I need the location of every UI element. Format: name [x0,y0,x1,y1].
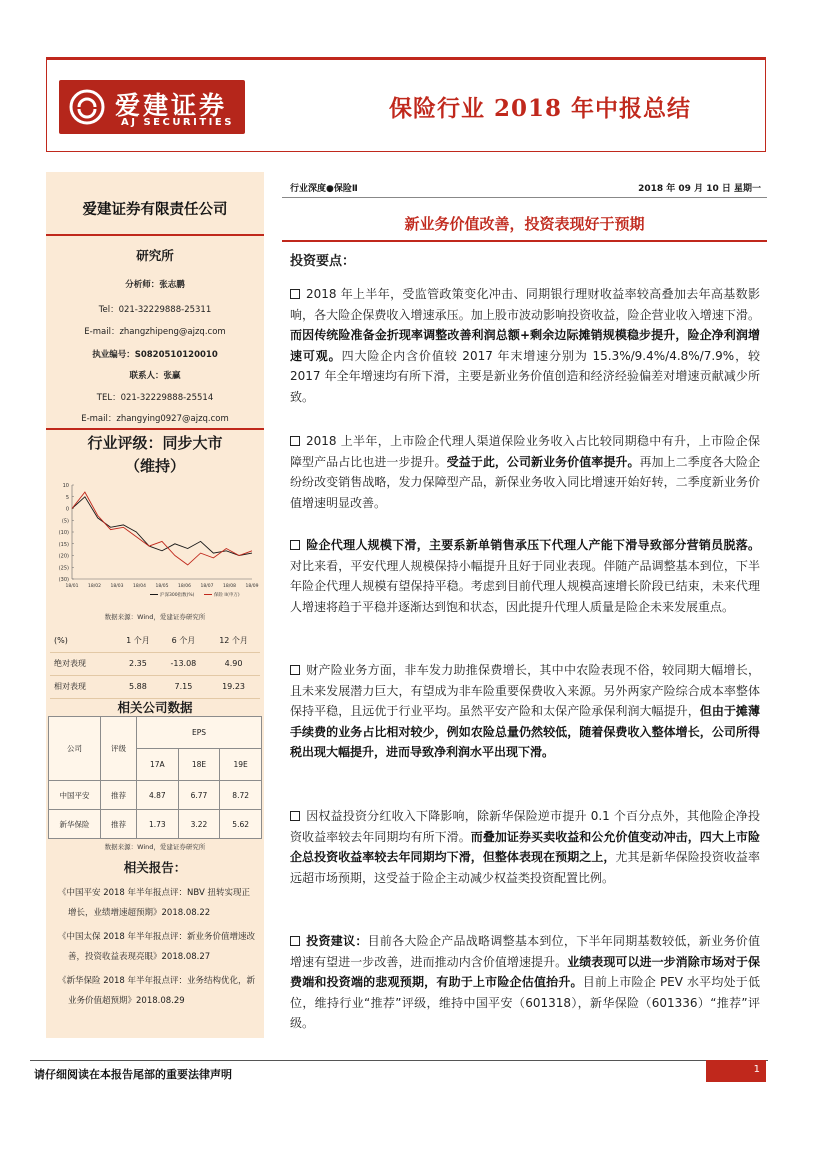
analyst-tel: Tel：021-32229888-25311 [98,305,212,315]
related-report-item[interactable]: 《中国太保 2018 年半年报点评：新业务价值增速改善，投资收益表现亮眼》2018.08.27 [58,932,256,962]
table-row [49,781,262,810]
key-point-paragraph [290,806,760,888]
contact-tel: TEL：021-32229888-25514 [96,393,214,403]
checkbox-icon [290,811,300,821]
contact-email[interactable]: E-mail：zhangying0927@ajzq.com [81,414,229,424]
table-cell: 1.73 [137,810,179,839]
footer-divider [30,1060,768,1061]
x-tick-label: 18/09 [245,584,259,589]
series-line [72,492,252,565]
legend-label: 保险 II(申万) [214,593,240,598]
license-number: 执业编号：S0820510120010 [92,350,218,360]
table-header-cell: 评级 [101,717,137,781]
table-cell: 8.72 [220,781,262,810]
table-header-cell: EPS [137,717,262,749]
x-tick-label: 18/03 [110,584,124,589]
key-point-paragraph [290,535,760,617]
table-cell: 6.77 [178,781,220,810]
related-report-item[interactable]: 《中国平安 2018 年半年报点评：NBV 扭转实现正增长，业绩增速超预期》2018.08.22 [58,888,250,918]
x-tick-label: 18/06 [178,584,191,589]
research-dept-title: 研究所 [136,248,174,263]
table-cell: 推荐 [101,810,137,839]
checkbox-icon [290,936,300,946]
x-tick-label: 18/02 [88,584,101,589]
table-cell: 绝对表现 [50,652,116,675]
x-tick-label: 18/08 [223,584,236,589]
table-cell: 5.62 [220,810,262,839]
paragraph-emphasis: 但由于摊薄手续费的业务占比相对较少，例如农险总量仍然较低，随着保费收入整体增长，公司所得税出现大幅提升，进而导致净利润水平出现下滑。 [290,704,760,759]
company-data-table [48,716,262,839]
table-row [49,717,262,749]
x-tick-label: 18/01 [65,584,79,589]
meta-divider [282,197,767,198]
paragraph-emphasis: 受益于此，公司新业务价值率提升。 [446,454,640,469]
table-cell: 19.23 [207,675,260,698]
checkbox-icon [290,540,300,550]
key-points-title: 投资要点： [290,254,356,269]
key-point-paragraph [290,284,760,407]
report-title: 保险行业 2018 年中报总结 [388,95,691,122]
sidebar-divider [46,234,264,236]
paragraph-text: 对比来看，平安代理人规模保持小幅提升且好于同业表现。伴随产品调整基本到位，下半年险企代理人规模有望保持平稳。考虑到目前代理人规模高速增长阶段已结束，未来代理人增速将趋于平稳并逐渐达到饱和状态，因此提升代理人质量是险企未来发展重点。 [290,558,760,614]
y-tick-label: (30) [58,577,69,583]
y-tick-label: (5) [61,518,69,525]
table-header-cell: 公司 [49,717,101,781]
y-tick-label: (15) [58,541,69,548]
table-cell: 新华保险 [49,810,101,839]
paragraph-emphasis: 而因传统险准备金折现率调整改善利润总额+剩余边际摊销规模稳步提升，险企净利润增速可观。 [290,328,760,363]
table-cell: 7.15 [160,675,207,698]
table-row [49,810,262,839]
paragraph-emphasis: 投资建议： [306,934,368,948]
performance-table [50,629,260,699]
checkbox-icon [290,289,300,299]
company-logo [59,80,245,134]
table-row [50,652,260,675]
y-tick-label: 0 [65,506,69,513]
checkbox-icon [290,665,300,675]
key-point-paragraph [290,931,760,1034]
rating-line: 行业评级：同步大市 [87,434,223,452]
key-point-paragraph [290,431,760,513]
table-cell: -13.08 [160,652,207,675]
paragraph-text: 财产险业务方面，非车发力助推保费增长，其中中农险表现不俗，较同期大幅增长，且未来发展潜力巨大，有望成为非车险重要保费收入来源。另外两家产险综合成本率整体保持平稳，且远优于行业平均。虽然平安产险和太保产险承保利润大幅提升， [290,663,760,718]
paragraph-text: 四大险企内含价值较 2017 年末增速分别为 15.3%/9.4%/4.8%/7.9%，较 2017 年全年增速均有所下滑，主要是新业务价值创造和经济经验偏差对增速贡献减少所致。 [290,348,760,404]
performance-chart [52,479,260,601]
paragraph-emphasis: 险企代理人规模下滑，主要系新单销售承压下代理人产能下滑导致部分营销员脱落。 [306,538,760,552]
checkbox-icon [290,436,300,446]
logo-english-name: AJ SECURITIES [121,117,234,128]
x-tick-label: 18/04 [133,584,146,589]
sidebar-divider [46,428,264,430]
table-row [50,629,260,652]
performance-chart-svg [52,479,260,601]
rating-status: （维持） [124,457,185,475]
report-category: 行业深度●保险Ⅱ [290,184,358,194]
paragraph-text: 目前各大险企产品战略调整基本到位，下半年同期基数较低，新业务价值增速有望进一步改善，进而推动内含价值增速提升。 [290,934,760,969]
industry-rating [46,432,264,478]
table-cell: 2.35 [116,652,159,675]
logo-mark-icon [69,89,105,125]
table-header-cell: 6 个月 [160,629,207,652]
y-tick-label: (25) [58,565,69,572]
logo-chinese-name: 爱建证券 [115,91,228,120]
y-tick-label: 5 [65,494,69,501]
table-header-cell: 17A [137,749,179,781]
related-reports-list [58,883,258,1015]
paragraph-emphasis: 业绩表现可以进一步消除市场对于保费端和投资端的悲观预期，有助于上市险企估值抬升。 [290,954,760,989]
paragraph-text: 再加上二季度各大险企纷纷改变销售战略，发力保障型产品，新保业务收入同比增速开始好转，二季度新业务价值增速明显改善。 [290,454,760,510]
analyst-email[interactable]: E-mail：zhangzhipeng@ajzq.com [84,327,226,337]
main-divider [282,240,767,242]
paragraph-text: 因权益投资分红收入下降影响，除新华保险逆市提升 0.1 个百分点外，其他险企净投资收益率较去年同期均有所下滑。 [290,809,760,844]
table-header-cell: 12 个月 [207,629,260,652]
table-cell: 3.22 [178,810,220,839]
table-cell: 中国平安 [49,781,101,810]
table-cell: 4.87 [137,781,179,810]
table-cell: 5.88 [116,675,159,698]
x-tick-label: 18/05 [155,584,169,589]
paragraph-text: 2018 年上半年，受监管政策变化冲击、同期银行理财收益率较高叠加去年高基数影响，各大险企保费收入增速承压。加上股市波动影响投资收益，险企营业收入增速下滑。 [290,287,760,322]
analyst-name: 分析师：张志鹏 [125,280,185,290]
table-header-cell: 19E [220,749,262,781]
chart-source: 数据来源：Wind，爱建证券研究所 [104,613,206,621]
paragraph-emphasis: 而叠加证券买卖收益和公允价值变动冲击，四大上市险企总投资收益率较去年同期均下滑，但整体表现在预期之上， [290,829,760,864]
page-number: 1 [706,1060,766,1082]
legend-label: 沪深300指数(%) [160,593,195,598]
table-cell: 4.90 [207,652,260,675]
table-header-cell: 18E [178,749,220,781]
sidebar-company-name: 爱建证券有限责任公司 [82,201,228,218]
paragraph-text: 2018 上半年，上市险企代理人渠道保险业务收入占比较同期稳中有升，上市险企保障型产品占比也进一步提升。 [290,434,760,469]
company-data-title: 相关公司数据 [117,700,193,715]
x-tick-label: 18/07 [200,584,214,589]
report-header [46,60,766,152]
table-cell: 相对表现 [50,675,116,698]
related-reports-title: 相关报告： [123,860,187,875]
contact-name: 联系人：张赢 [129,371,181,381]
table-source: 数据来源：Wind，爱建证券研究所 [104,843,206,851]
legal-disclaimer[interactable]: 请仔细阅读在本报告尾部的重要法律声明 [34,1068,232,1081]
table-header-cell: (%) [50,629,116,652]
paragraph-text: 尤其是新华保险投资收益率远超市场预期，这受益于险企主动减少权益类投资配置比例。 [290,850,760,885]
y-tick-label: (10) [58,530,69,536]
table-header-cell: 1 个月 [116,629,159,652]
report-date: 2018 年 09 月 10 日 星期一 [638,184,761,194]
series-line [72,497,252,556]
related-report-item[interactable]: 《新华保险 2018 年半年报点评：业务结构优化，新业务价值超预期》2018.08.29 [58,976,256,1006]
table-cell: 推荐 [101,781,137,810]
table-row [50,675,260,698]
paragraph-text: 目前上市险企 PEV 水平均处于低位，维持行业“推荐”评级，维持中国平安（601318），新华保险（601336）“推荐”评级。 [290,975,760,1030]
sidebar [46,172,264,1038]
y-tick-label: (20) [58,553,69,560]
y-tick-label: 10 [62,483,69,489]
report-subtitle: 新业务价值改善，投资表现好于预期 [404,215,645,233]
key-point-paragraph [290,660,760,763]
